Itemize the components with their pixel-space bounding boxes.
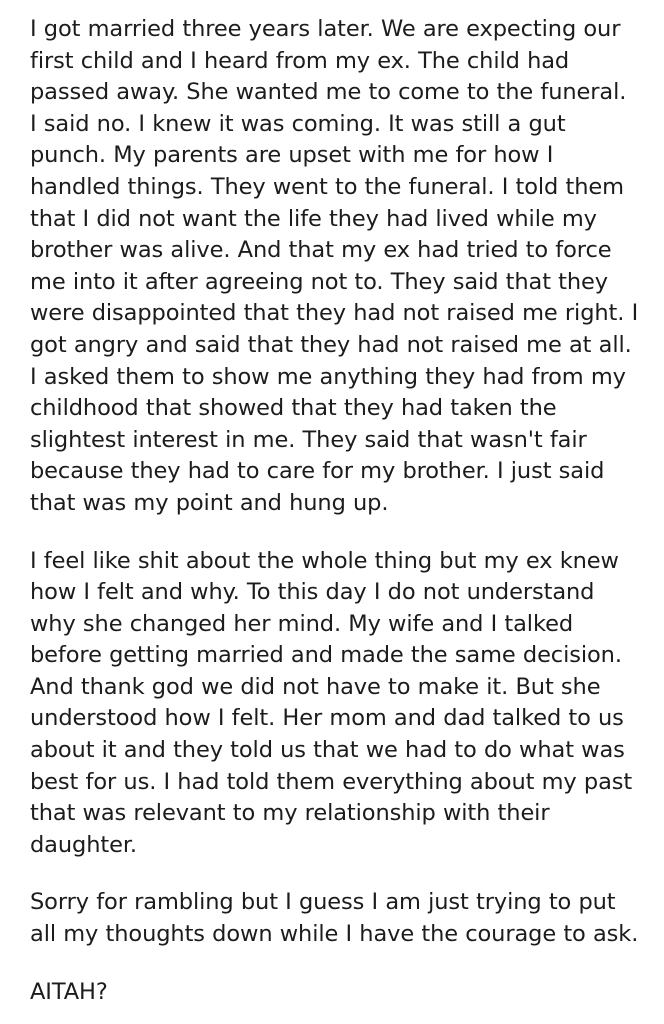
paragraph-1: I got married three years later. We are expecting our first child and I heard from my ex. The child had passed away. She wanted me to come to the funeral. I said no. I knew it was coming. It was still a gut punch. My parents are upset with me for how I handled things. They went to the funeral. I told them that I did not want the life they had lived while my brother was alive. And that my ex had tried to force me into it after agreeing not to. They said that they were disappointed that they had not raised me right. I got angry and said that they had not raised me at all. I asked them to show me anything they had from my childhood that showed that they had taken the slightest interest in me. They said that wasn't fair because they had to care for my brother. I just said that was my point and hung up. — [30, 16, 639, 516]
paragraph-2: I feel like shit about the whole thing but my ex knew how I felt and why. To this day I do not understand why she changed her mind. My wife and I talked before getting married and made the same decision. And thank god we did not have to make it. But she understood how I felt. Her mom and dad talked to us about it and they told us that we had to do what was best for us. I had told them everything about my past that was relevant to my relationship with their daughter. — [30, 547, 633, 858]
paragraph-3: Sorry for rambling but I guess I am just trying to put all my thoughts down while I have the courage to ask. — [30, 889, 639, 948]
paragraph-4-question: AITAH? — [30, 978, 108, 1005]
